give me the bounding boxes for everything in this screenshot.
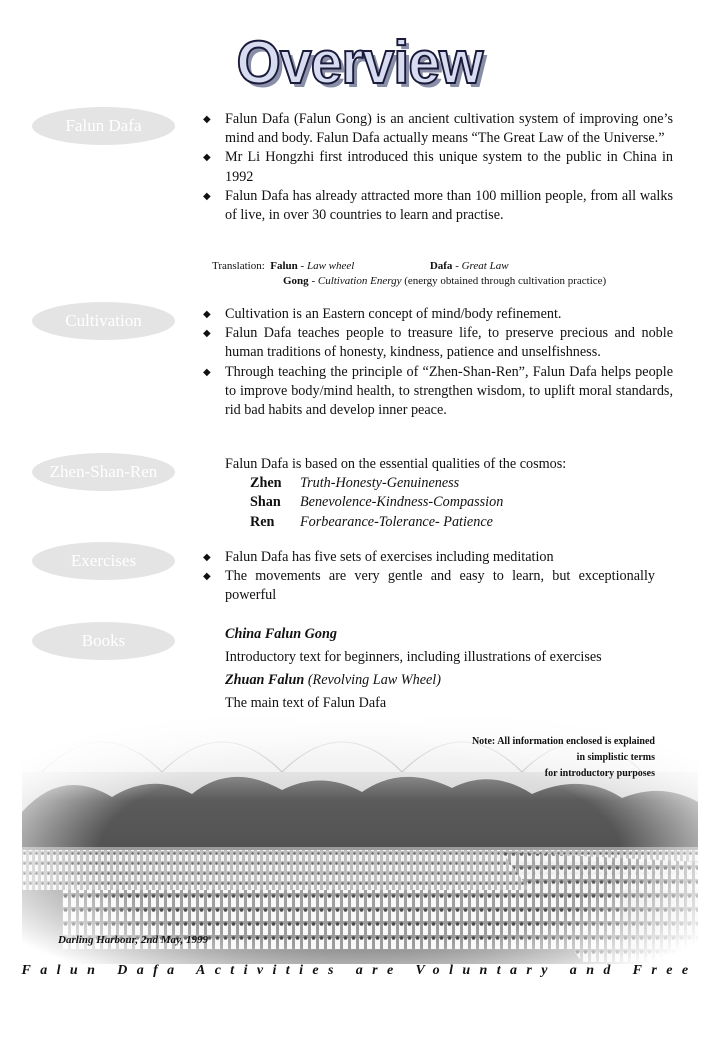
bullet-icon: ◆ bbox=[203, 190, 211, 202]
list-item: ◆ Falun Dafa has five sets of exercises including meditation bbox=[203, 548, 655, 567]
book-title: Zhuan Falun bbox=[225, 672, 305, 688]
photo-note: Note: All information enclosed is explained in simplistic terms for introductory purposes bbox=[471, 736, 655, 779]
list-item: ◆ Falun Dafa teaches people to treasure life, to preserve precious and noble human traditions of honesty, kindness, patience and unselfishness. bbox=[203, 325, 673, 361]
bullet-icon: ◆ bbox=[203, 571, 211, 583]
quality-row: Shan Benevolence-Kindness-Compassion bbox=[250, 494, 504, 511]
list-item: ◆ Falun Dafa (Falun Gong) is an ancient cultivation system of improving one’s mind and body. Falun Dafa actually means “The Great Law of the Universe.” bbox=[203, 111, 673, 147]
bullet-icon: ◆ bbox=[203, 152, 211, 164]
bullet-icon: ◆ bbox=[203, 366, 211, 378]
list-item: ◆ Mr Li Hongzhi first introduced this unique system to the public in China in 1992 bbox=[203, 149, 673, 185]
bullet-icon: ◆ bbox=[203, 114, 211, 125]
book-subtitle: (Revolving Law Wheel) bbox=[307, 672, 441, 688]
intro-text: Falun Dafa is based on the essential qualities of the cosmos: bbox=[225, 456, 567, 472]
zhen-shan-ren-block bbox=[203, 455, 673, 532]
page-title: Overview bbox=[236, 29, 483, 96]
list-item: ◆ The movements are very gentle and easy to learn, but exceptionally powerful bbox=[203, 568, 655, 604]
footer-tagline: Falun Dafa Activities are Voluntary and Free bbox=[21, 963, 698, 978]
translation-note: Translation: Falun - Law wheel Dafa - Great Law Gong - Cultivation Energy (energy obtained through cultivation practice) bbox=[212, 260, 607, 287]
section-label-zhen-shan-ren: Zhen-Shan-Ren bbox=[32, 453, 175, 491]
bullet-icon: ◆ bbox=[203, 309, 211, 320]
quality-row: Zhen Truth-Honesty-Genuineness bbox=[250, 475, 460, 492]
list-item: ◆ Cultivation is an Eastern concept of mind/body refinement. bbox=[203, 305, 673, 324]
list-item: ◆ Through teaching the principle of “Zhen-Shan-Ren”, Falun Dafa helps people to improve body/mind health, to strengthen wisdom, to uplift moral standards, rid bad habits and develop inner peace. bbox=[203, 363, 673, 419]
book-title: China Falun Gong bbox=[225, 626, 337, 642]
photo-caption: Darling Harbour, 2nd May, 1999 bbox=[58, 934, 208, 946]
bullet-icon: ◆ bbox=[203, 328, 211, 340]
section-label-exercises: Exercises bbox=[32, 542, 175, 580]
bullet-icon: ◆ bbox=[203, 552, 211, 563]
falun-dafa-list bbox=[203, 110, 673, 225]
exercises-list bbox=[203, 548, 655, 606]
book-description: Introductory text for beginners, including illustrations of exercises bbox=[225, 649, 602, 665]
cultivation-list bbox=[203, 305, 673, 420]
quality-row: Ren Forbearance-Tolerance- Patience bbox=[250, 513, 493, 530]
list-item: ◆ Falun Dafa has already attracted more than 100 million people, from all walks of live, in over 30 countries to learn and practise. bbox=[203, 187, 673, 224]
section-label-cultivation: Cultivation bbox=[32, 302, 175, 340]
section-label-books: Books bbox=[32, 622, 175, 660]
books-block bbox=[203, 623, 673, 715]
book-description: The main text of Falun Dafa bbox=[225, 695, 387, 711]
section-label-falun-dafa: Falun Dafa bbox=[32, 107, 175, 145]
